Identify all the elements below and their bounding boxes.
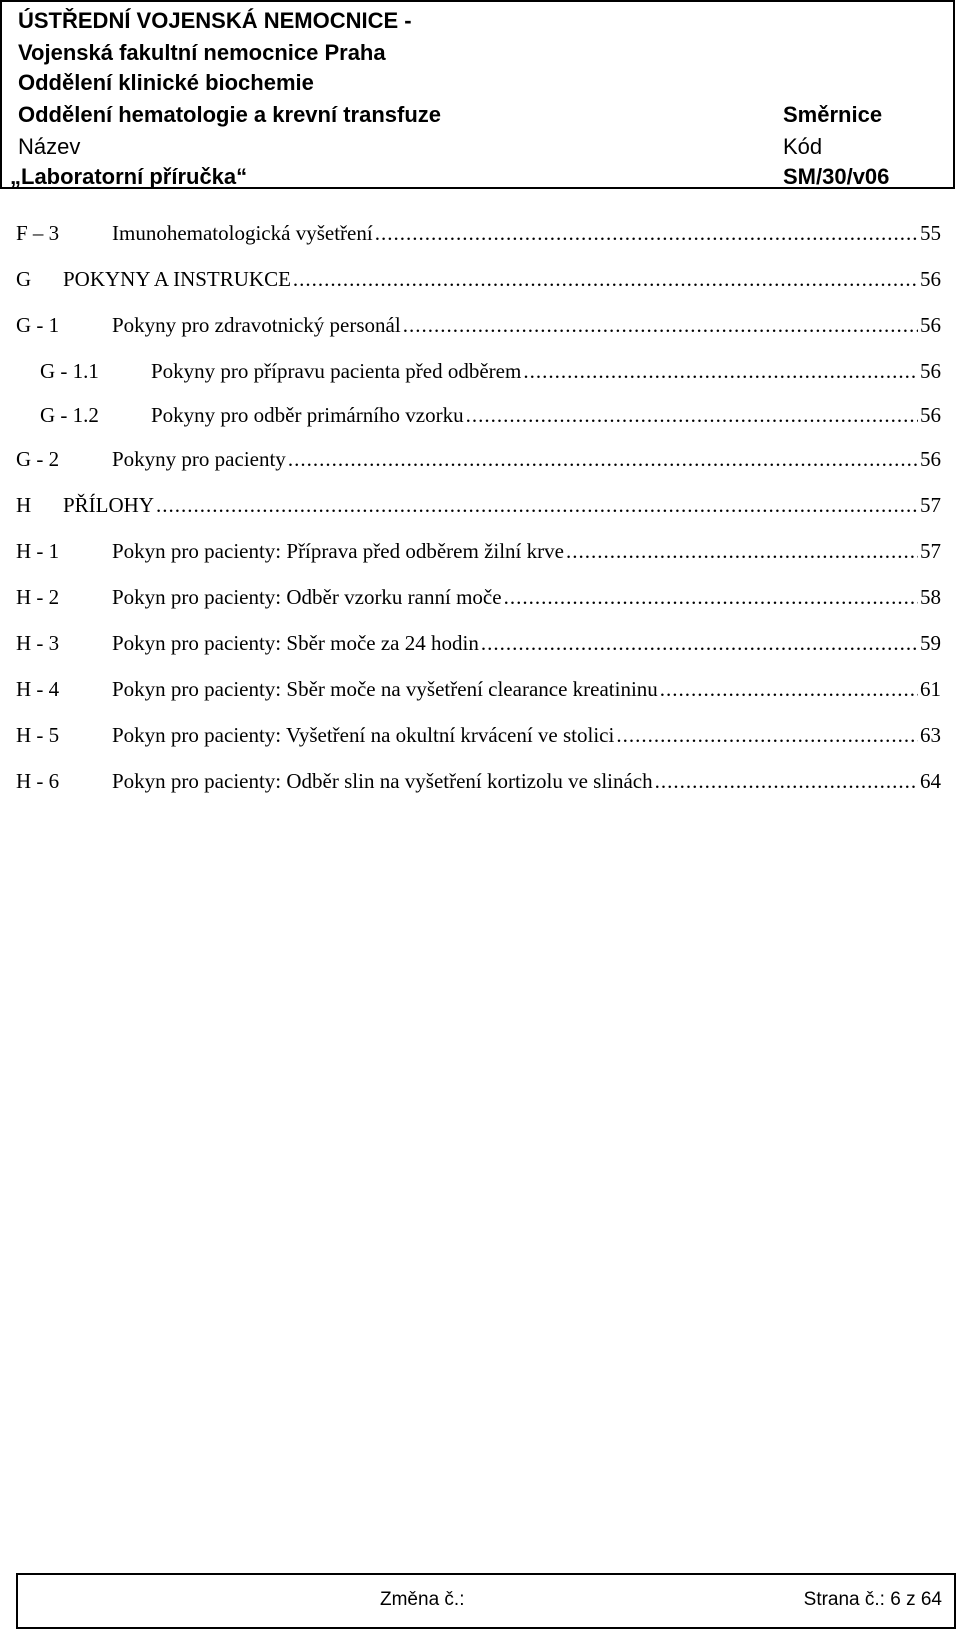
toc-number: G - 1.2 <box>40 403 99 427</box>
toc-page: 57 <box>920 539 941 563</box>
name-label: Název <box>18 134 81 159</box>
toc-number: F – 3 <box>16 221 60 245</box>
change-number: Změna č.: <box>380 1589 465 1610</box>
toc-number: H - 6 <box>16 769 60 793</box>
toc-entry[interactable] <box>40 356 941 386</box>
document-code: SM/30/v06 <box>783 164 890 189</box>
toc-leader <box>616 720 918 750</box>
toc-title: Pokyn pro pacienty: Vyšetření na okultní krvácení ve stolici <box>112 723 615 747</box>
toc-page: 56 <box>920 447 941 471</box>
toc-entry[interactable] <box>16 264 941 294</box>
document-header <box>0 0 955 189</box>
toc-page: 59 <box>920 631 941 655</box>
toc-page: 55 <box>920 221 941 245</box>
toc-leader <box>375 218 918 248</box>
toc-title: Pokyn pro pacienty: Odběr vzorku ranní moče <box>112 585 502 609</box>
toc-page: 61 <box>920 677 941 701</box>
toc-number: G - 2 <box>16 447 60 471</box>
toc-title: Pokyn pro pacienty: Sběr moče za 24 hodin <box>112 631 479 655</box>
toc-number: H - 1 <box>16 539 60 563</box>
page-number: Strana č.: 6 z 64 <box>803 1589 942 1610</box>
document-name: „Laboratorní příručka“ <box>10 164 248 189</box>
toc-page: 64 <box>920 769 941 793</box>
toc-number: H - 4 <box>16 677 60 701</box>
toc-leader <box>655 766 918 796</box>
department-biochemistry: Oddělení klinické biochemie <box>18 70 314 95</box>
toc-title: Pokyny pro pacienty <box>112 447 286 471</box>
toc-entry[interactable] <box>16 582 941 612</box>
toc-title: Pokyny pro odběr primárního vzorku <box>151 403 464 427</box>
toc-page: 56 <box>920 403 941 427</box>
toc-entry[interactable] <box>16 628 941 658</box>
toc-leader <box>293 264 918 294</box>
toc-entry[interactable] <box>16 444 941 474</box>
toc-page: 58 <box>920 585 941 609</box>
toc-title: Pokyn pro pacienty: Sběr moče na vyšetření clearance kreatininu <box>112 677 658 701</box>
toc-number: G - 1.1 <box>40 359 99 383</box>
toc-page: 56 <box>920 267 941 291</box>
toc-leader <box>466 400 918 430</box>
code-label: Kód <box>783 134 823 159</box>
toc-title: Imunohematologická vyšetření <box>112 221 373 245</box>
toc-page: 57 <box>920 493 941 517</box>
toc-leader <box>660 674 918 704</box>
document-type: Směrnice <box>783 102 883 127</box>
toc-title: PŘÍLOHY <box>63 493 155 517</box>
toc-leader <box>156 490 918 520</box>
toc-page: 56 <box>920 313 941 337</box>
toc-entry[interactable] <box>16 720 941 750</box>
toc-entry[interactable] <box>40 400 941 430</box>
toc-title: Pokyny pro přípravu pacienta před odběrem <box>151 359 522 383</box>
toc-number: H - 5 <box>16 723 60 747</box>
toc-number: H - 3 <box>16 631 60 655</box>
toc-number: H - 2 <box>16 585 60 609</box>
toc-page: 63 <box>920 723 941 747</box>
toc-leader <box>504 582 918 612</box>
toc-entry[interactable] <box>16 218 941 248</box>
toc-leader <box>481 628 918 658</box>
toc-entry[interactable] <box>16 490 941 520</box>
toc-entry[interactable] <box>16 674 941 704</box>
toc-number: G - 1 <box>16 313 60 337</box>
toc-entry[interactable] <box>16 536 941 566</box>
department-hematology: Oddělení hematologie a krevní transfuze <box>18 102 441 127</box>
toc-title: Pokyn pro pacienty: Odběr slin na vyšetření kortizolu ve slinách <box>112 769 653 793</box>
toc-number: H <box>16 493 32 517</box>
hospital-name: ÚSTŘEDNÍ VOJENSKÁ NEMOCNICE - <box>18 8 412 33</box>
toc-entry[interactable] <box>16 766 941 796</box>
toc-title: POKYNY A INSTRUKCE <box>63 267 291 291</box>
toc-title: Pokyn pro pacienty: Příprava před odběrem žilní krve <box>112 539 564 563</box>
toc-number: G <box>16 267 32 291</box>
toc-title: Pokyny pro zdravotnický personál <box>112 313 401 337</box>
toc-leader <box>523 356 918 386</box>
toc-leader <box>566 536 918 566</box>
toc-leader <box>403 310 918 340</box>
hospital-subtitle: Vojenská fakultní nemocnice Praha <box>18 40 386 65</box>
document-footer <box>16 1573 956 1629</box>
toc-entry[interactable] <box>16 310 941 340</box>
toc-leader <box>288 444 918 474</box>
toc-page: 56 <box>920 359 941 383</box>
